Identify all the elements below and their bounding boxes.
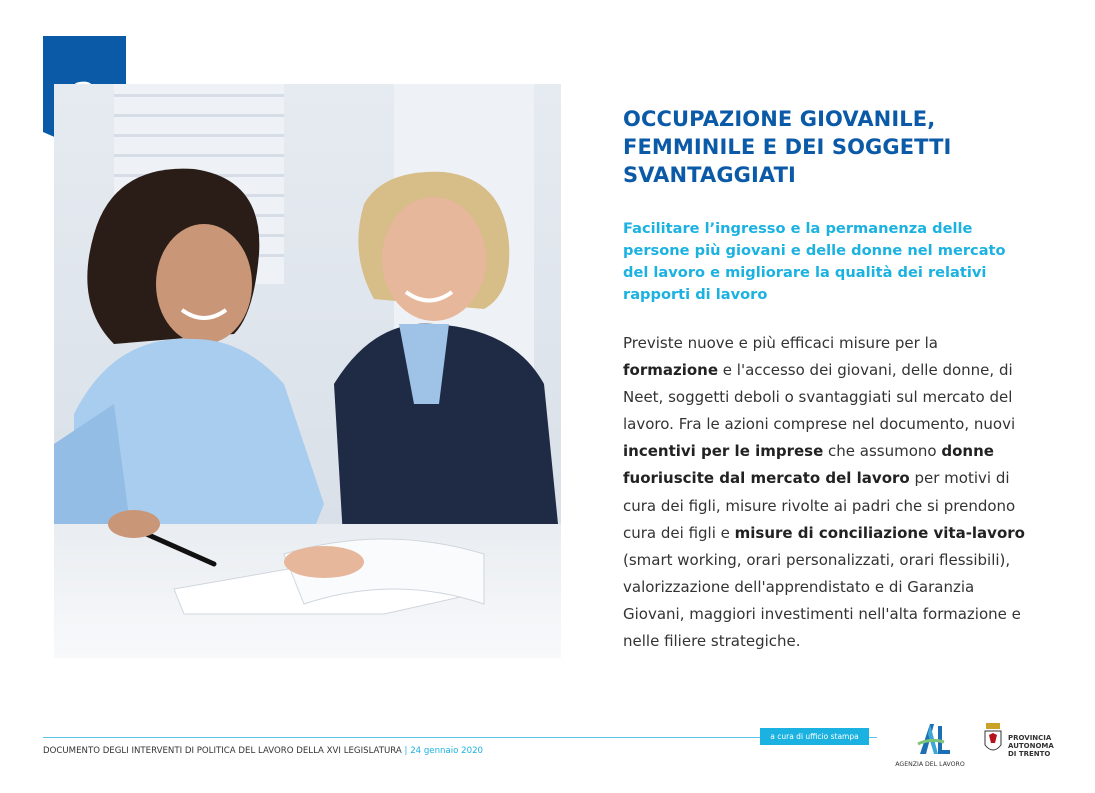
body-highlight: formazione	[623, 361, 719, 380]
trento-eagle-crest-icon	[983, 721, 1003, 761]
photo-two-women-reviewing-document	[54, 84, 561, 658]
page-subtitle: Facilitare l’ingresso e la permanenza delle persone più giovani e delle donne nel mercato del lavoro e migliorare la qualità dei relativi rapporti di lavoro	[623, 220, 1006, 303]
provincia-logo-text	[1008, 734, 1054, 758]
body-text: per motivi di cura dei figli, misure rivolte ai padri che si prendono cura dei figli e	[623, 469, 1016, 542]
body-paragraph	[623, 330, 1033, 655]
page-title: OCCUPAZIONE GIOVANILE, FEMMINILE E DEI SOGGETTI SVANTAGGIATI	[623, 107, 952, 187]
body-text: e l'accesso dei giovani, delle donne, di Neet, soggetti deboli o svantaggiati sul mercato del lavoro. Fra le azioni comprese nel documento, nuovi	[623, 361, 1016, 434]
body-highlight: misure di conciliazione vita-lavoro	[734, 523, 1025, 542]
body-highlight: donne fuoriuscite dal mercato del lavoro	[623, 442, 994, 488]
agenzia-logo-label: AGENZIA DEL LAVORO	[895, 761, 965, 768]
provincia-line1: PROVINCIA	[1008, 734, 1052, 742]
footer-divider-end	[869, 737, 877, 738]
body-text: Previste nuove e più efficaci misure per la	[623, 334, 938, 352]
provincia-line2: AUTONOMA	[1008, 742, 1054, 750]
footer-document-title: DOCUMENTO DEGLI INTERVENTI DI POLITICA DEL LAVORO DELLA XVI LEGISLATURA	[43, 746, 402, 756]
provincia-line3: DI TRENTO	[1008, 750, 1051, 758]
body-text: che assumono	[823, 442, 942, 461]
body-highlight: incentivi per le imprese	[623, 442, 824, 461]
footer-separator: |	[404, 746, 408, 756]
footer-divider	[43, 737, 760, 738]
footer-date: 24 gennaio 2020	[410, 746, 484, 756]
press-office-tag: a cura di ufficio stampa	[760, 728, 869, 745]
body-text: (smart working, orari personalizzati, orari flessibili), valorizzazione dell'apprendistato e di Garanzia Giovani, maggiori investimenti nell'alta formazione e nelle filiere strategiche.	[623, 550, 1021, 651]
footer-caption	[43, 746, 483, 756]
